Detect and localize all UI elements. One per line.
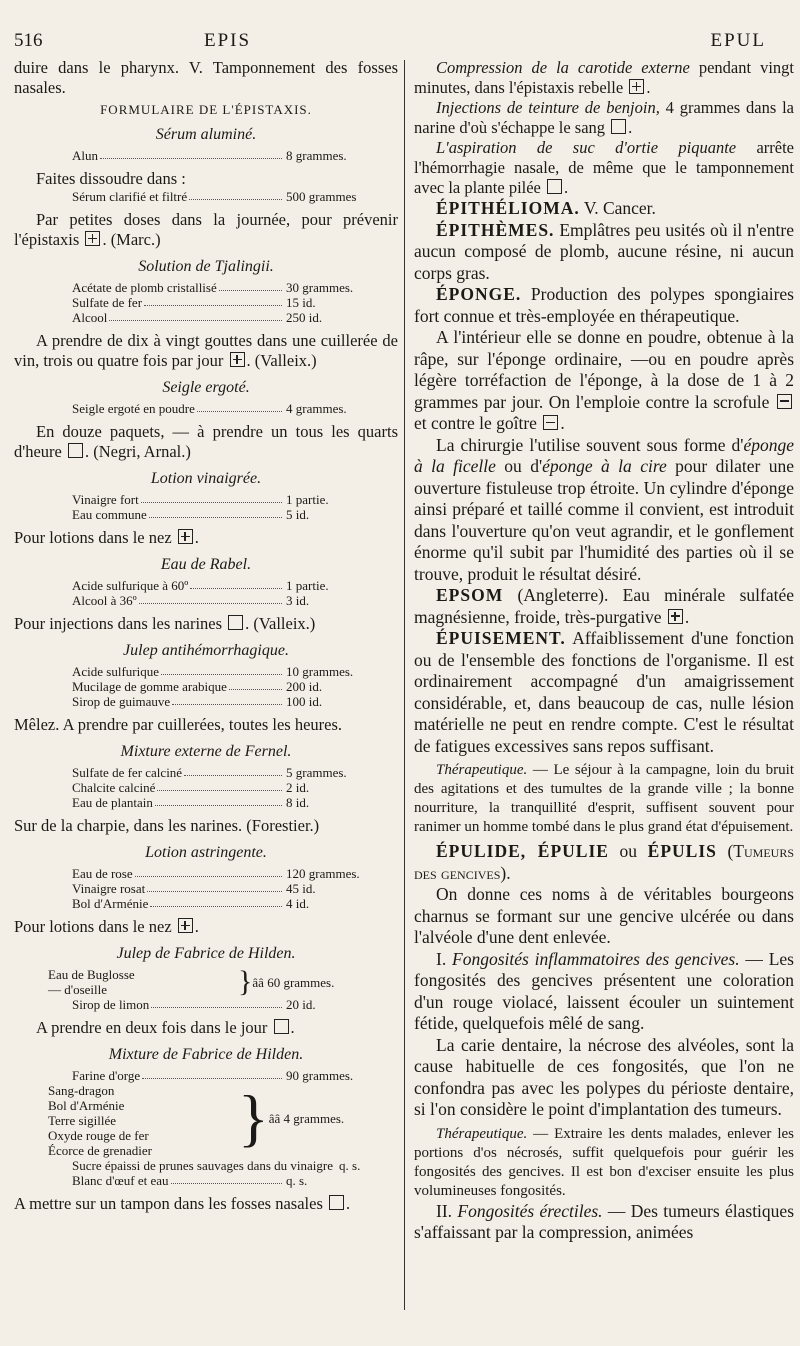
formula-text: Pour lotions dans le nez .	[14, 528, 199, 547]
plus-box-icon	[178, 918, 193, 933]
formula-row: Acide sulfurique 10 grammes.	[72, 664, 354, 679]
paragraph: La chirurgie l'utilise souvent sous forme d'éponge à la ficelle ou d'éponge à la cire pour dilater une ouverture fistuleuse trop étroite. Un cylindre d'éponge ainsi préparé et taillé comme il convient, est introduit dans l'ouverture qu'on veut agrandir, et le gonflement énorme qu'il subit par l'humidité des parties où il se trouve, produit le résultat désiré.	[414, 434, 794, 584]
entry-epithemes: ÉPITHÈMES. Emplâtres peu usités où il n'entre aucun composé de plomb, aucune résine, ni aucun corps gras.	[414, 219, 794, 283]
empty-box-icon	[68, 443, 83, 458]
entry-epithelioma: ÉPITHÉLIOMA. V. Cancer.	[436, 198, 656, 218]
page-number: 516	[14, 30, 43, 51]
formula-title: Seigle ergoté.	[162, 379, 250, 396]
minus-box-icon	[543, 415, 558, 430]
formula-title: Solution de Tjalingii.	[138, 258, 274, 275]
entry-epsom: EPSOM (Angleterre). Eau minérale sulfatée magnésienne, froide, très-purgative .	[414, 585, 794, 627]
formulaire-heading: FORMULAIRE DE L'ÉPISTAXIS.	[100, 102, 312, 117]
formula-row: Blanc d'œuf et eau q. s.	[72, 1173, 308, 1188]
formula-title: Mixture externe de Fernel.	[120, 743, 292, 760]
formula-title: Julep antihémorrhagique.	[123, 642, 289, 659]
running-title-right: EPUL	[710, 30, 766, 51]
formula-text: Pour injections dans les narines . (Valleix.)	[14, 614, 316, 633]
formula-title: Julep de Fabrice de Hilden.	[116, 945, 296, 962]
formula-brace-group: Eau de Buglosse — d'oseille } ââ 60 grammes.	[48, 965, 335, 998]
paragraph: I. Fongosités inflammatoires des gencives. — Les fongosités des gencives présentent une coloration d'un rouge violacé, laissent écouler un suintement fétide, quelquefois mêlé de sang.	[414, 948, 794, 1033]
formula-row: Sérum clarifié et filtré 500 grammes	[72, 189, 357, 204]
left-column	[14, 58, 398, 1214]
paragraph: L'aspiration de suc d'ortie piquante arrête l'hémorrhagie nasale, de même que le tamponnement avec la plante pilée .	[414, 138, 794, 197]
formula-row: Sirop de limon 20 id.	[72, 997, 316, 1012]
formula-row: Eau de rose 120 grammes.	[72, 866, 360, 881]
formula-row: Alun 8 grammes.	[72, 148, 347, 163]
formula-title: Eau de Rabel.	[160, 556, 252, 573]
formula-title: Mixture de Fabrice de Hilden.	[108, 1046, 304, 1063]
formula-row: Eau commune 5 id.	[72, 507, 310, 522]
plus-box-icon	[629, 79, 644, 94]
formula-row: Bol d'Arménie 4 id.	[72, 896, 310, 911]
formula-brace-group: Sang-dragon Bol d'Arménie Terre sigillée Oxyde rouge de fer Écorce de grenadier } ââ 4 grammes.	[48, 1082, 345, 1158]
formula-row: Farine d'orge 90 grammes.	[72, 1068, 354, 1083]
formula-row: Vinaigre rosat 45 id.	[72, 881, 316, 896]
paragraph: Injections de teinture de benjoin, 4 grammes dans la narine d'où s'échappe le sang .	[414, 98, 794, 137]
column-divider	[404, 60, 405, 1310]
empty-box-icon	[611, 119, 626, 134]
plus-box-icon	[668, 609, 683, 624]
formula-text: En douze paquets, — à prendre un tous les quarts d'heure . (Negri, Arnal.)	[14, 422, 398, 461]
empty-box-icon	[547, 179, 562, 194]
formula-row: Seigle ergoté en poudre 4 grammes.	[72, 401, 347, 416]
empty-box-icon	[329, 1195, 344, 1210]
formula-title: Lotion vinaigrée.	[150, 470, 262, 487]
intro-text: duire dans le pharynx. V. Tamponnement des fosses nasales.	[14, 58, 398, 97]
formula-row: Sucre épaissi de prunes sauvages dans du vinaigre q. s.	[72, 1158, 361, 1173]
formula-text: Pour lotions dans le nez .	[14, 917, 199, 936]
formula-text: A prendre en deux fois dans le jour .	[36, 1018, 295, 1037]
running-header	[14, 30, 786, 60]
paragraph: II. Fongosités érectiles. — Des tumeurs élastiques s'affaissant par la compression, animées	[414, 1200, 794, 1242]
formula-text: Par petites doses dans la journée, pour prévenir l'épistaxis . (Marc.)	[14, 210, 398, 249]
formula-text: A mettre sur un tampon dans les fosses nasales .	[14, 1194, 351, 1213]
formula-text: Sur de la charpie, dans les narines. (Forestier.)	[14, 816, 320, 835]
formula-row: Vinaigre fort 1 partie.	[72, 492, 329, 507]
formula-title: Sérum aluminé.	[155, 126, 257, 143]
formula-text: Mêlez. A prendre par cuillerées, toutes les heures.	[14, 715, 343, 734]
right-column	[414, 58, 794, 1244]
formula-row: Alcool à 36º 3 id.	[72, 593, 310, 608]
running-title-left: EPIS	[204, 30, 252, 51]
formula-row: Acétate de plomb cristallisé 30 grammes.	[72, 280, 354, 295]
paragraph: La carie dentaire, la nécrose des alvéoles, sont la cause habituelle de ces fongosités, que l'on ne confondra pas avec les polypes du périoste dentaire, si l'on considère le point d'implantation des tumeurs.	[414, 1034, 794, 1119]
paragraph: A l'intérieur elle se donne en poudre, obtenue à la râpe, sur l'éponge ordinaire, —ou en poudre après légère torréfaction de l'éponge, à la dose de 1 à 2 grammes par jour. On l'emploie contre la scrofule et contre le goître .	[414, 327, 794, 433]
empty-box-icon	[274, 1019, 289, 1034]
formula-row: Eau de plantain 8 id.	[72, 795, 310, 810]
formula-row: Alcool 250 id.	[72, 310, 323, 325]
therapeutique: Thérapeutique. — Extraire les dents malades, enlever les portions d'os nécrosés, suffit quelquefois pour guérir les fongosités des gencives. Il est bon d'exciser ensuite les plus volumineuses fongosités.	[414, 1125, 794, 1199]
formula-text: Faites dissoudre dans :	[36, 169, 186, 188]
formula-row: Chalcite calciné 2 id.	[72, 780, 310, 795]
paragraph: On donne ces noms à de véritables bourgeons charnus se formant sur une gencive ulcérée ou dans l'alvéole d'une dent enlevée.	[414, 884, 794, 947]
plus-box-icon	[178, 529, 193, 544]
formula-row: Acide sulfurique à 60º 1 partie.	[72, 578, 329, 593]
minus-box-icon	[777, 394, 792, 409]
formula-title: Lotion astringente.	[145, 844, 267, 861]
empty-box-icon	[228, 615, 243, 630]
entry-epulide: ÉPULIDE, ÉPULIE ou ÉPULIS (Tumeurs des gencives).	[414, 841, 795, 883]
formula-row: Sulfate de fer 15 id.	[72, 295, 316, 310]
paragraph: Compression de la carotide externe pendant vingt minutes, dans l'épistaxis rebelle .	[414, 58, 795, 97]
entry-epuisement: ÉPUISEMENT. Affaiblissement d'une fonction ou de l'ensemble des fonctions de l'organisme. Il est ordinairement accompagné d'un amaigrissement considérable, et, dans beaucoup de cas, nulle lésion matérielle ne peut en rendre compte. C'est le résultat de fatigues excessives sans repos suffisant.	[414, 628, 794, 756]
formula-text: A prendre de dix à vingt gouttes dans une cuillerée de vin, trois ou quatre fois par jour . (Valleix.)	[14, 331, 398, 370]
formula-row: Sirop de guimauve 100 id.	[72, 694, 323, 709]
formula-row: Sulfate de fer calciné 5 grammes.	[72, 765, 347, 780]
therapeutique: Thérapeutique. — Le séjour à la campagne, loin du bruit des agitations et des tumultes de la grande ville ; la bonne nourriture, la tranquillité d'esprit, suffisent souvent pour ranimer un homme tombé dans le plus grand état d'épuisement.	[414, 762, 794, 835]
plus-box-icon	[230, 352, 245, 367]
entry-eponge: ÉPONGE. Production des polypes spongiaires fort connue et très-employée en thérapeutique.	[414, 284, 794, 326]
formula-row: Mucilage de gomme arabique 200 id.	[72, 679, 323, 694]
plus-box-icon	[85, 231, 100, 246]
